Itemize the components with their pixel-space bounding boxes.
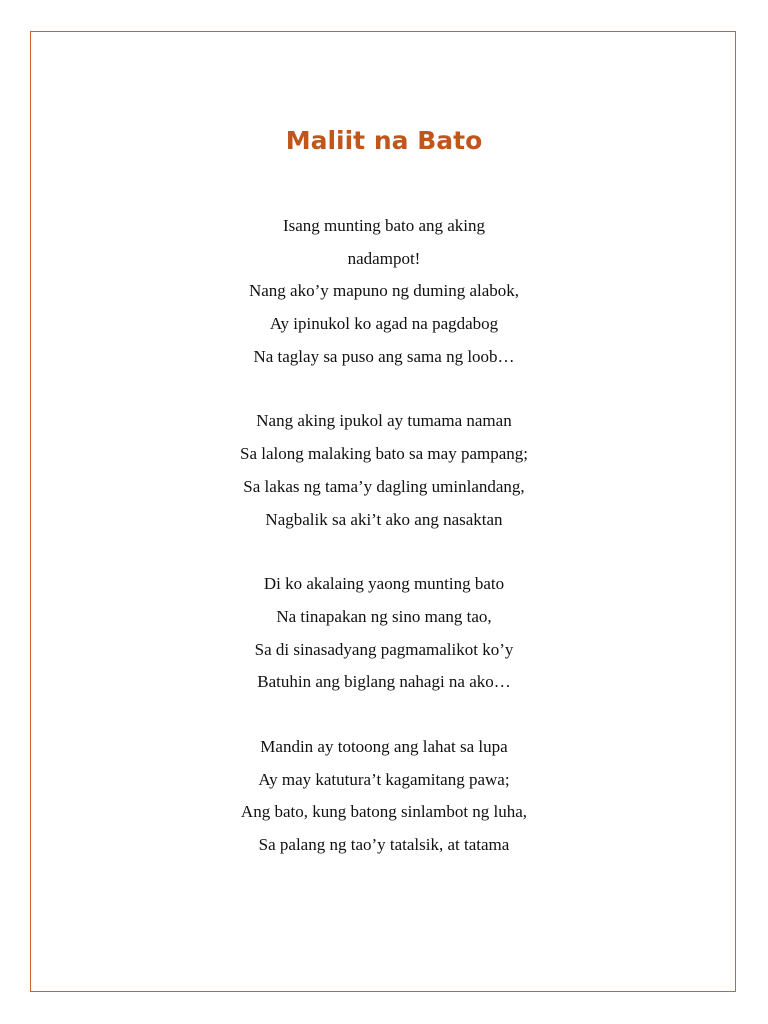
poem-title: Maliit na Bato <box>285 126 483 155</box>
poem-line: Di ko akalaing yaong munting bato <box>263 574 505 594</box>
poem-line: Na taglay sa puso ang sama ng loob… <box>253 346 515 366</box>
poem-line: Ay ipinukol ko agad na pagdabog <box>269 314 499 334</box>
poem-line: Ang bato, kung batong sinlambot ng luha, <box>240 802 528 822</box>
poem-line: Mandin ay totoong ang lahat sa lupa <box>260 736 508 756</box>
poem-line: Nang ako’y mapuno ng duming alabok, <box>248 281 520 301</box>
stanza-4 <box>0 731 768 862</box>
poem-line: Sa di sinasadyang pagmamalikot ko’y <box>254 639 514 659</box>
poem-line: Sa palang ng tao’y tatalsik, at tatama <box>258 835 510 854</box>
stanza-2 <box>0 405 768 536</box>
poem-line: Ay may katutura’t kagamitang pawa; <box>258 769 510 789</box>
poem-line: Sa lakas ng tama’y dagling uminlandang, <box>243 476 525 496</box>
poem-line: Sa lalong malaking bato sa may pampang; <box>240 444 528 464</box>
poem-body <box>0 210 768 894</box>
poem-line: Batuhin ang biglang nahagi na ako… <box>257 672 511 692</box>
stanza-1 <box>0 210 768 373</box>
poem-line: Isang munting bato ang aking <box>282 216 486 235</box>
poem-line: nadampot! <box>347 248 421 268</box>
stanza-3 <box>0 568 768 699</box>
poem-line: Na tinapakan ng sino mang tao, <box>276 606 492 626</box>
poem-line: Nagbalik sa aki’t ako ang nasaktan <box>265 509 503 529</box>
poem-line: Nang aking ipukol ay tumama naman <box>256 411 512 431</box>
